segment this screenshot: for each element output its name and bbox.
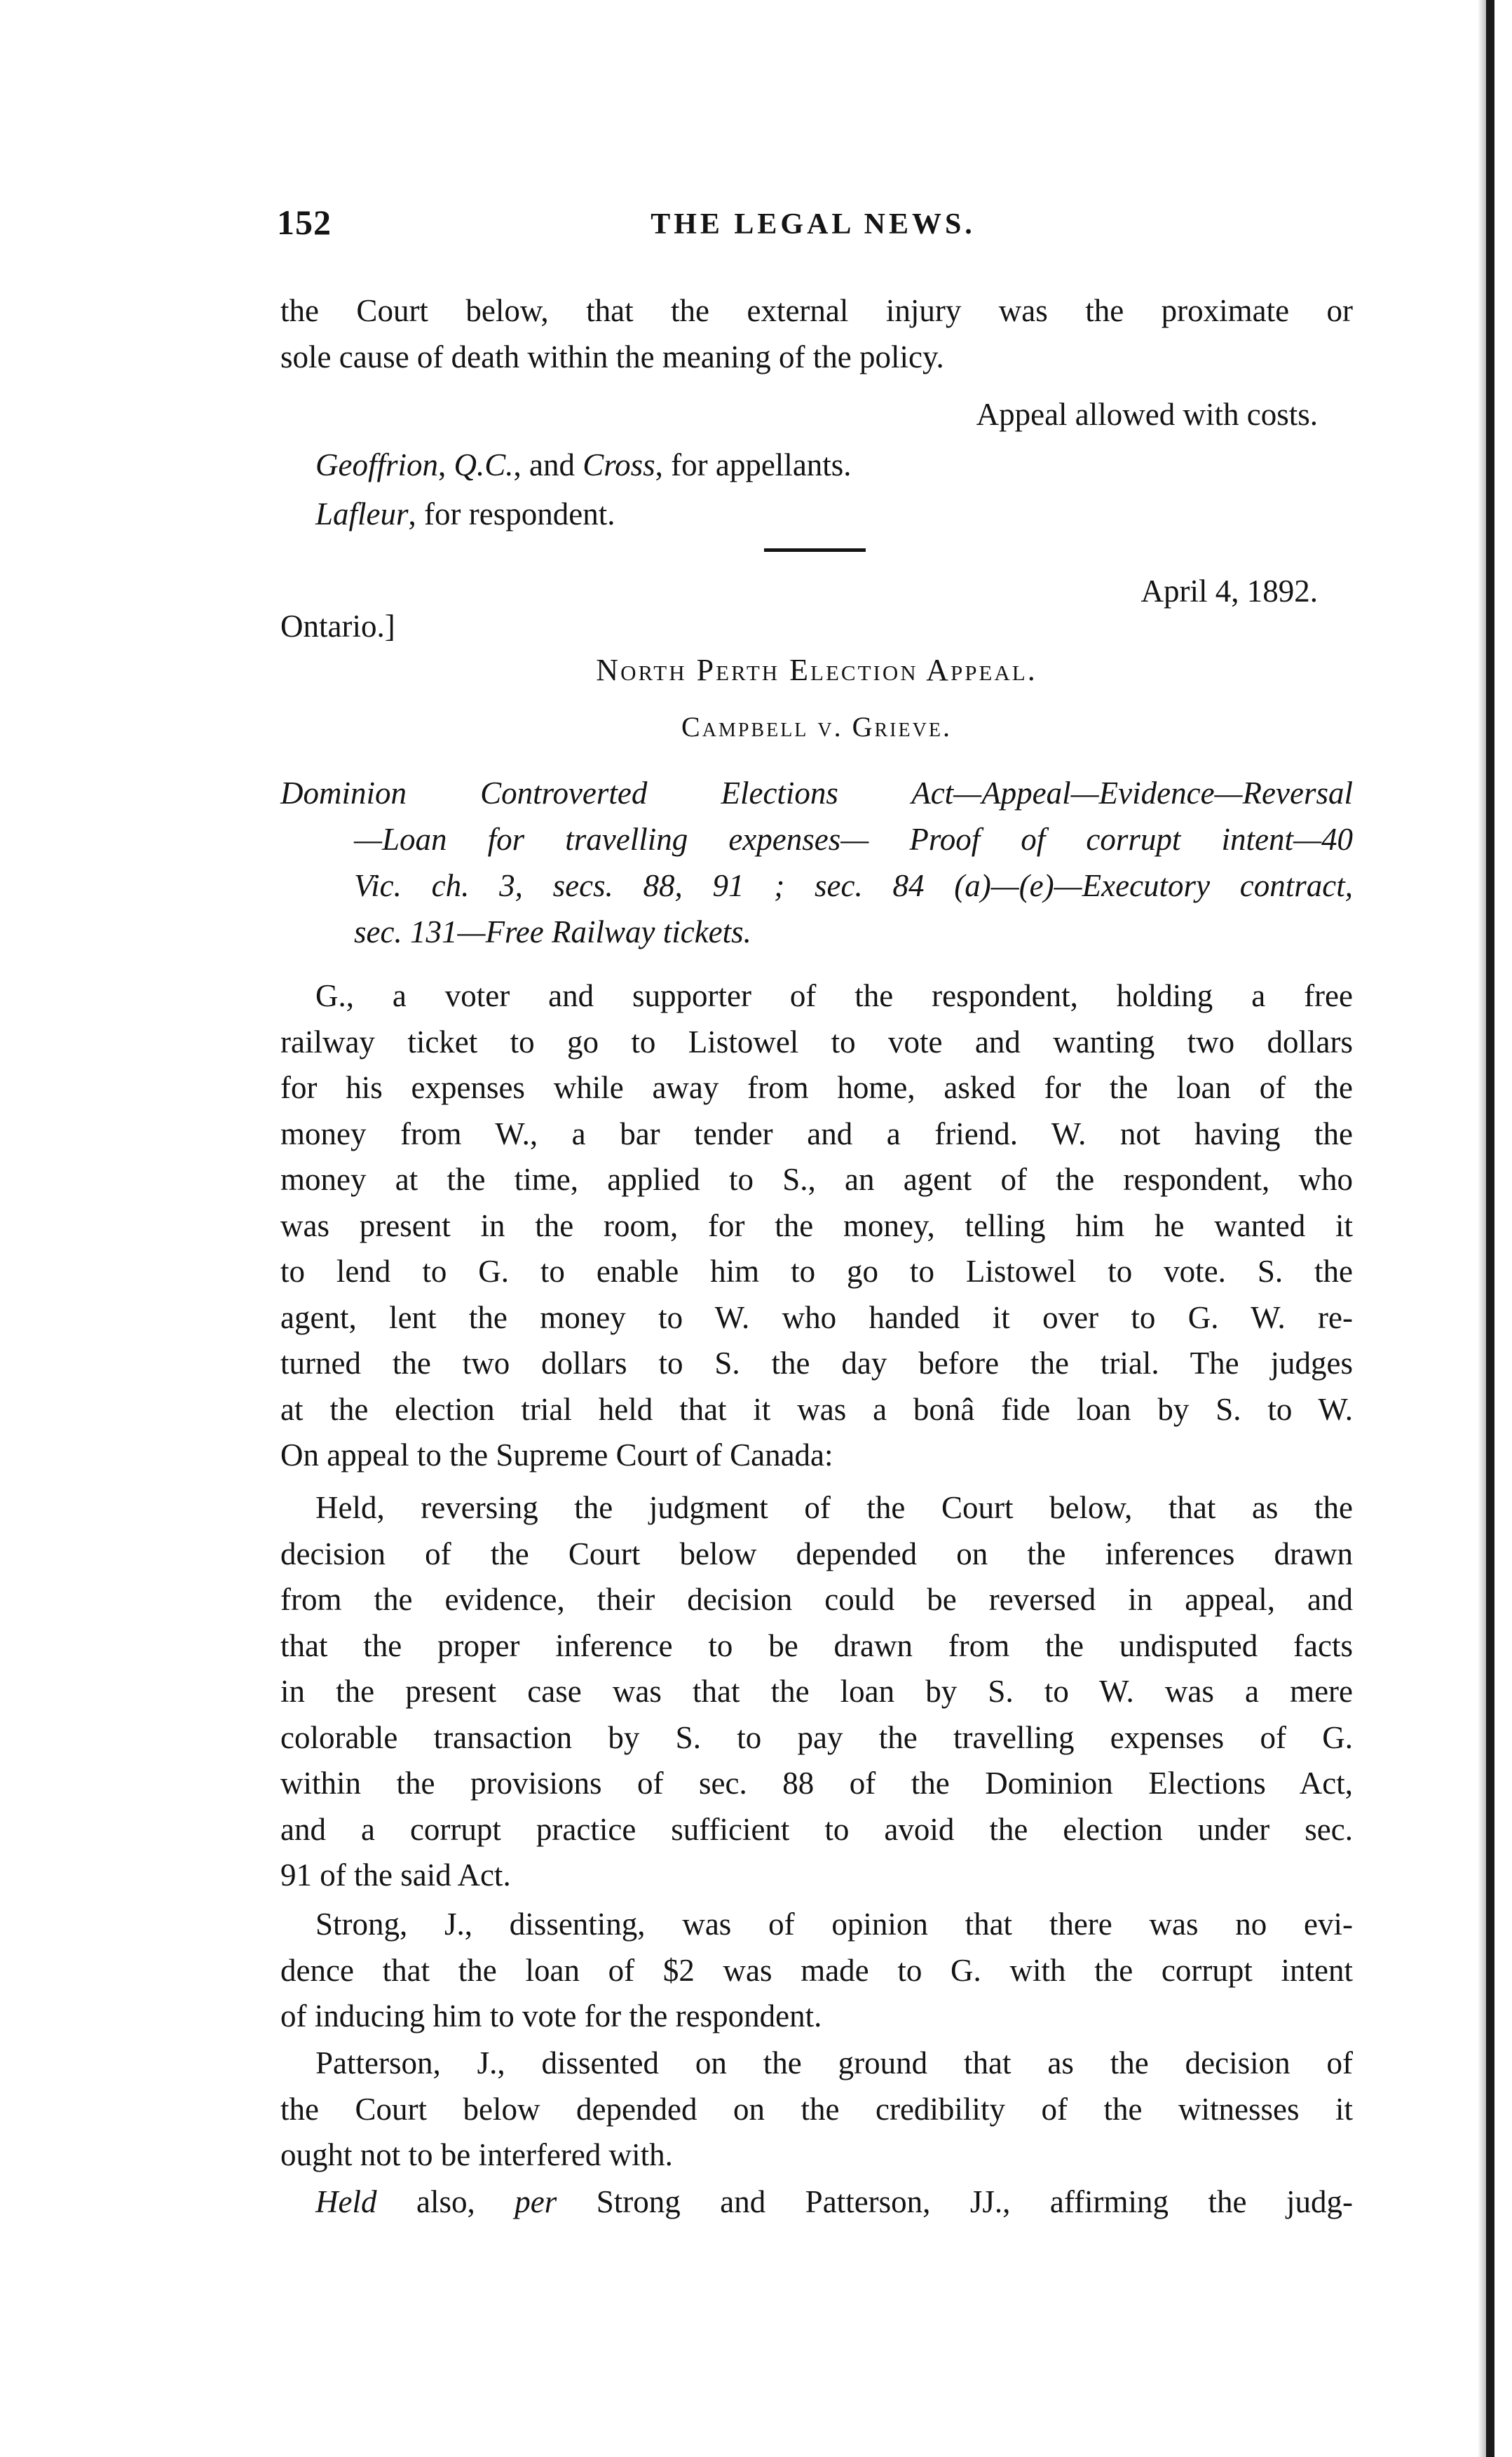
text-line: dence that the loan of $2 was made to G. with the corrupt intent — [280, 1952, 1353, 1988]
held-also-paragraph — [280, 2179, 1353, 2226]
text-line: within the provisions of sec. 88 of the Dominion Elections Act, — [280, 1766, 1353, 1801]
page-edge — [1486, 0, 1494, 2457]
patterson-dissent-paragraph — [280, 2040, 1353, 2179]
headnote-line: sec. 131—Free Railway tickets. — [354, 914, 751, 949]
text-line: to lend to G. to enable him to go to Listowel to vote. S. the — [280, 1254, 1353, 1289]
prior-case-text — [280, 287, 1353, 380]
text-line: On appeal to the Supreme Court of Canada: — [280, 1437, 833, 1473]
text-line: money from W., a bar tender and a friend. W. not having the — [280, 1116, 1353, 1151]
text-line: of inducing him to vote for the respondent. — [280, 1998, 822, 2033]
text-line: in the present case was that the loan by S. to W. was a mere — [280, 1674, 1353, 1709]
headnote-line: —Loan for travelling expenses— Proof of corrupt intent—40 — [354, 822, 1353, 857]
case-province — [280, 603, 1353, 649]
page-number: 152 — [277, 203, 332, 242]
page-edge-shadow — [1478, 0, 1486, 2457]
held-paragraph — [280, 1485, 1353, 1899]
counsel-respondent — [315, 491, 1388, 537]
text-line: G., a voter and supporter of the respondent, holding a free — [315, 978, 1353, 1013]
text-line — [280, 2179, 1353, 2226]
held-word: Held — [315, 2184, 377, 2219]
text-line: from the evidence, their decision could be reversed in appeal, and — [280, 1582, 1353, 1617]
text-line: and a corrupt practice sufficient to avoid the election under sec. — [280, 1811, 1353, 1847]
case-province-text: Ontario.] — [280, 609, 395, 644]
text-line: railway ticket to go to Listowel to vote and wanting two dollars — [280, 1024, 1353, 1060]
counsel-conjunction: , and — [513, 447, 583, 482]
case-title: North Perth Election Appeal. — [596, 653, 1037, 687]
text-line: 91 of the said Act. — [280, 1857, 511, 1893]
text-line: the Court below, that the external injury was the proximate or — [280, 293, 1353, 328]
page-header — [277, 202, 1349, 251]
section-divider — [764, 548, 866, 552]
counsel-name: Cross — [583, 447, 655, 482]
headnote-line: Dominion Controverted Elections Act—Appeal—Evidence—Reversal — [280, 776, 1353, 811]
per-word: per — [515, 2184, 557, 2219]
text-line: decision of the Court below depended on the inferences drawn — [280, 1536, 1353, 1571]
text-line: money at the time, applied to S., an agent of the respondent, who — [280, 1162, 1353, 1197]
text-line: turned the two dollars to S. the day before the trial. The judges — [280, 1346, 1353, 1381]
disposition — [280, 391, 1318, 438]
counsel-name: Lafleur — [315, 496, 409, 532]
case-parties: Campbell v. Grieve. — [681, 711, 952, 743]
running-title: THE LEGAL NEWS. — [651, 208, 976, 241]
text-line: the Court below depended on the credibility of the witnesses it — [280, 2091, 1353, 2127]
text-line: was present in the room, for the money, telling him he wanted it — [280, 1207, 1353, 1243]
counsel-appellants: Geoffrion, Q.C., and Cross, for appellants. — [315, 447, 852, 482]
text-line: Patterson, J., dissented on the ground that as the decision of — [315, 2045, 1353, 2080]
strong-dissent-paragraph — [280, 1902, 1353, 2040]
remaining-text: Strong and Patterson, JJ., affirming the judg- — [557, 2184, 1353, 2219]
facts-paragraph — [280, 973, 1353, 1479]
text-line: ought not to be interfered with. — [280, 2137, 673, 2172]
text-line: for his expenses while away from home, asked for the loan of the — [280, 1070, 1353, 1105]
counsel-name: Geoffrion — [315, 447, 438, 482]
text-line: Held, reversing the judgment of the Court below, that as the — [315, 1490, 1353, 1525]
text-line: colorable transaction by S. to pay the travelling expenses of G. — [280, 1719, 1353, 1755]
text-line: sole cause of death within the meaning of the policy. — [280, 339, 944, 374]
counsel-title: Q.C. — [454, 447, 514, 482]
headnote-line: Vic. ch. 3, secs. 88, 91 ; sec. 84 (a)—(e)—Executory contract, — [354, 868, 1353, 903]
headnote — [280, 770, 1353, 955]
counsel-role: , for respondent. — [408, 496, 615, 532]
text-line: that the proper inference to be drawn from the undisputed facts — [280, 1627, 1353, 1663]
case-date-text: April 4, 1892. — [1140, 574, 1318, 609]
disposition-text: Appeal allowed with costs. — [976, 397, 1318, 432]
text-line: Strong, J., dissenting, was of opinion that there was no evi- — [315, 1907, 1353, 1942]
text-line: agent, lent the money to W. who handed it over to G. W. re- — [280, 1299, 1353, 1335]
connector-text: also, — [376, 2184, 515, 2219]
counsel-role: , for appellants. — [655, 447, 852, 482]
text-line: at the election trial held that it was a bonâ fide loan by S. to W. — [280, 1391, 1353, 1427]
